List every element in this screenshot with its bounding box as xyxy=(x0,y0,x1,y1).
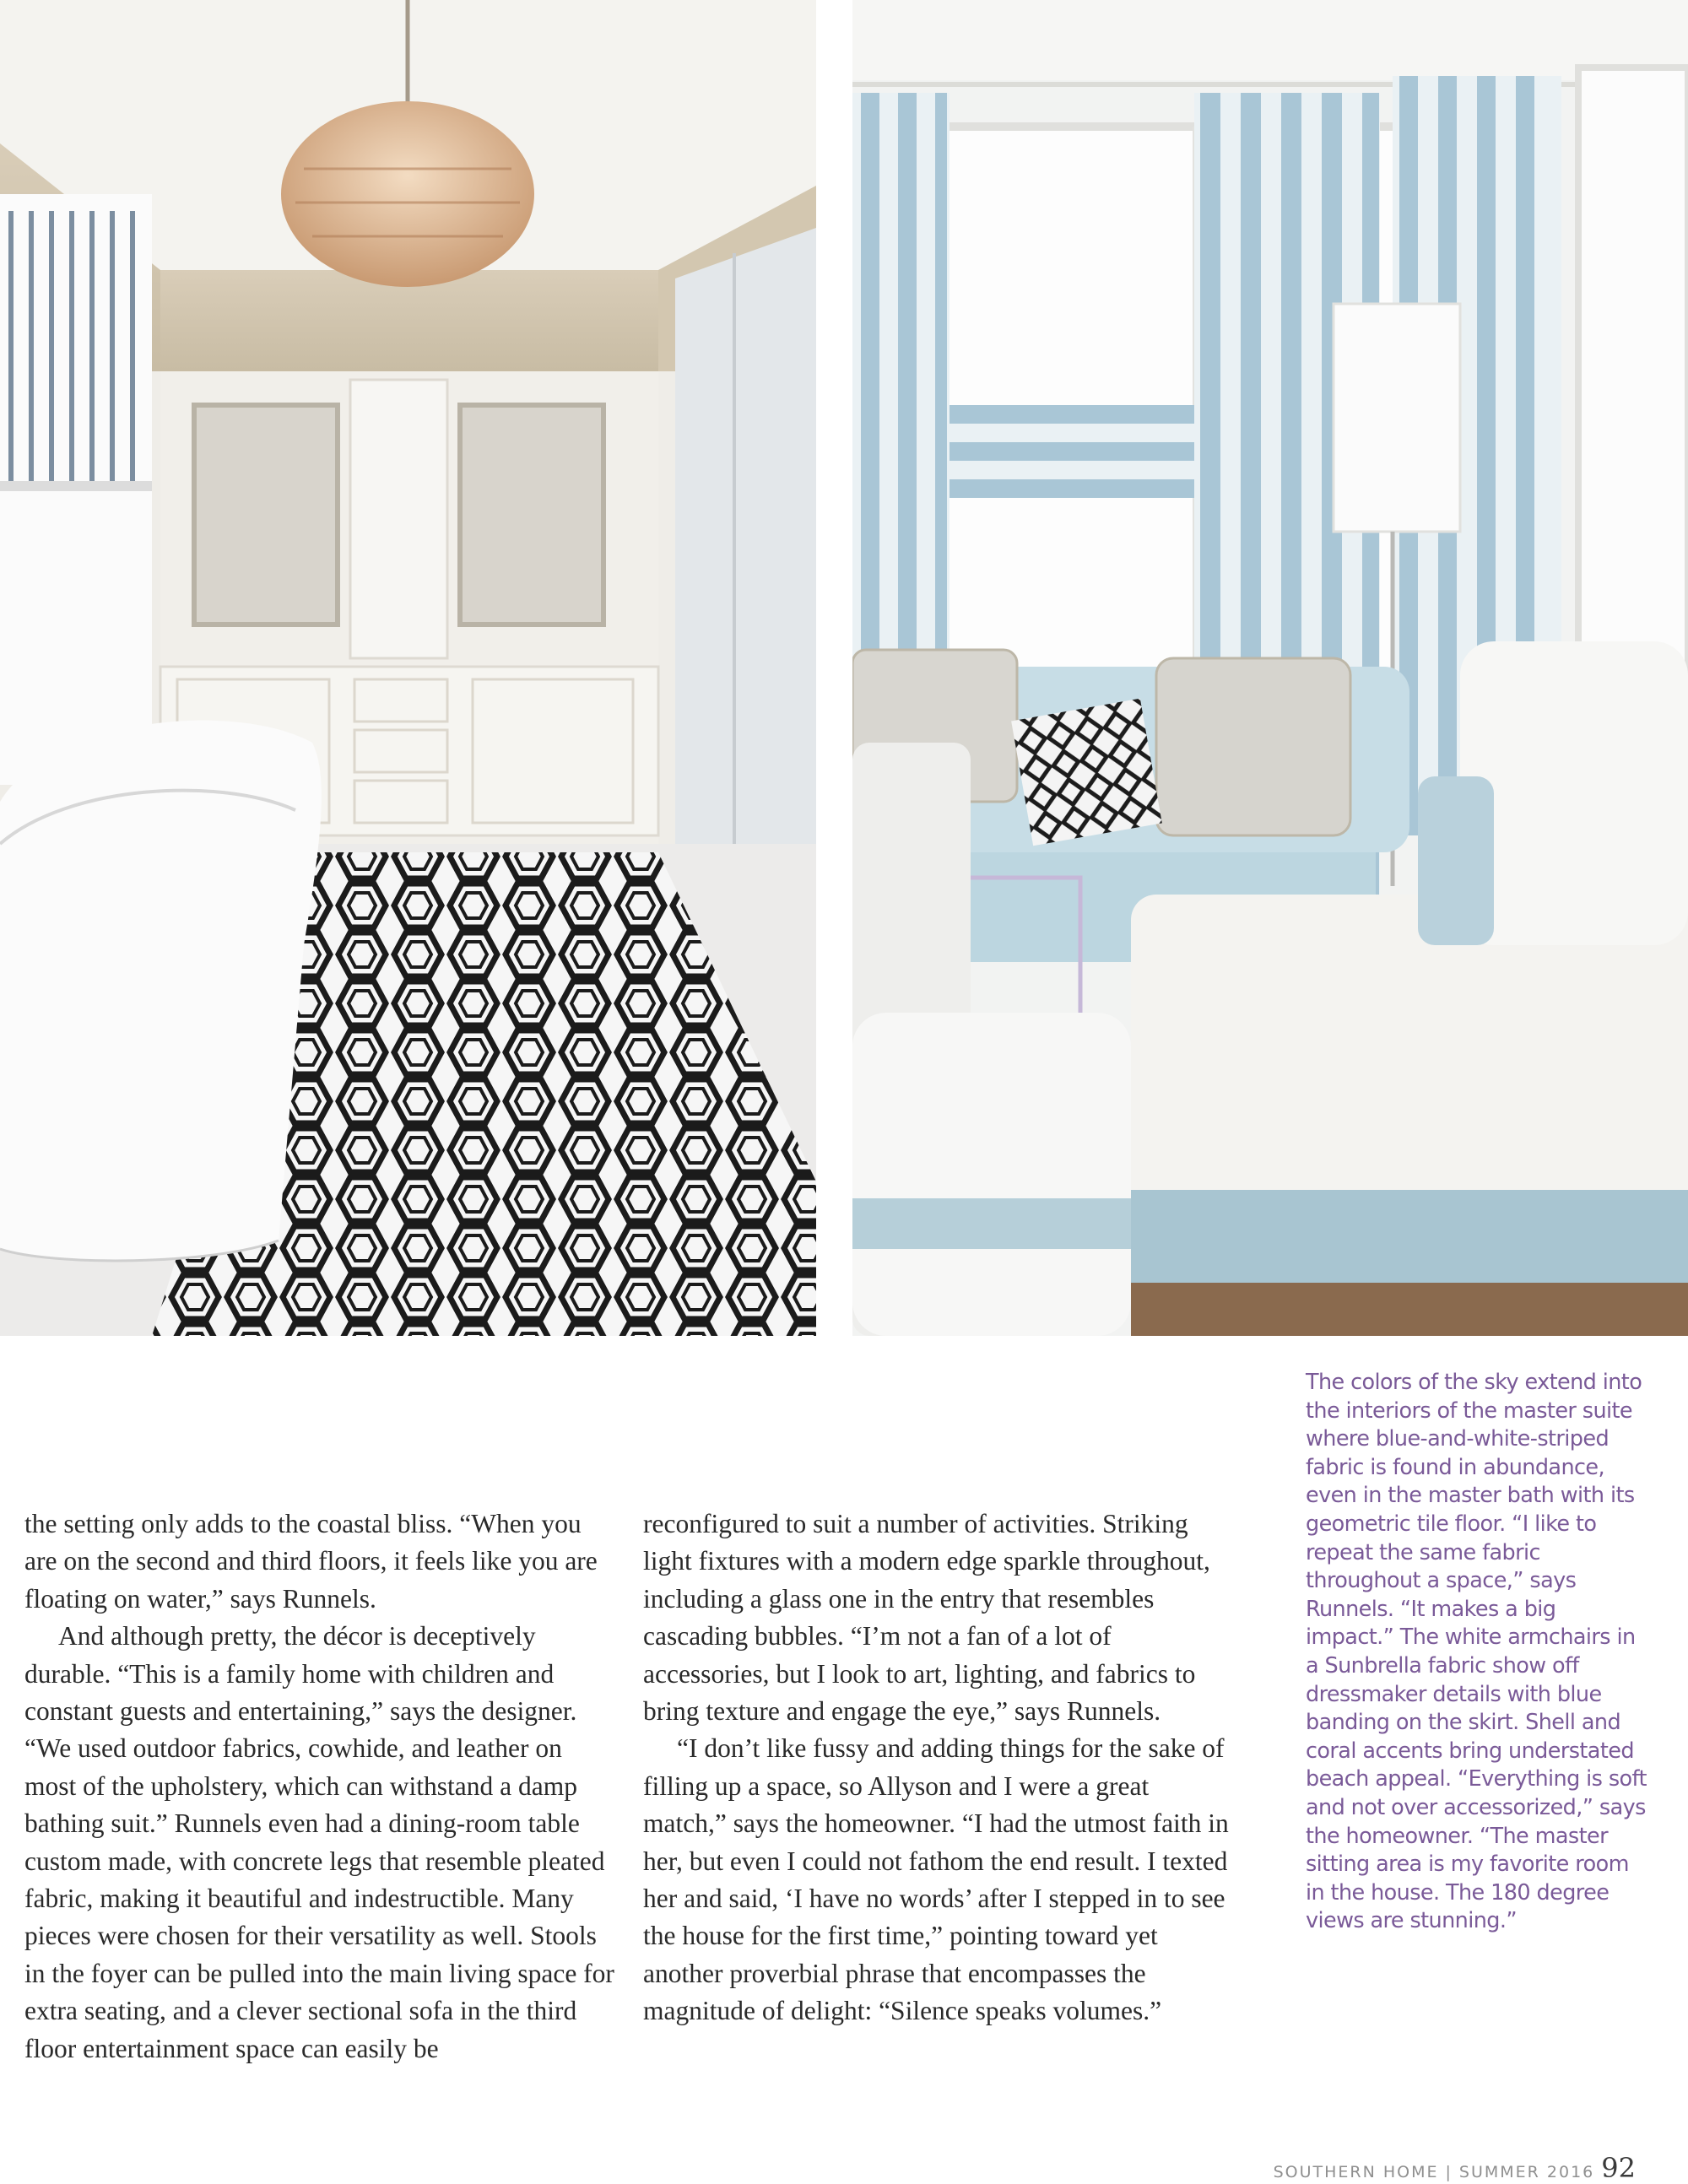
article-column-2 xyxy=(643,1506,1234,2030)
article-paragraph: reconfigured to suit a number of activities. Striking light fixtures with a modern edge sparkle throughout, including a glass one in the entry that resembles cascading bubbles. “I’m not a fan of a lot of accessories, but I look to art, lighting, and fabrics to bring texture and engage the eye,” says Runnels. xyxy=(643,1509,1210,1727)
page-footer xyxy=(1274,2152,1636,2184)
article-paragraph: the setting only adds to the coastal bliss. “When you are on the second and third floors, it feels like you are floating on water,” says Runnels. xyxy=(24,1509,598,1614)
publication-name: SOUTHERN HOME xyxy=(1273,2163,1439,2181)
article-column-1 xyxy=(24,1506,615,2068)
article-paragraph: And although pretty, the décor is deceptively durable. “This is a family home with children and constant guests and entertaining,” says the designer. “We used outdoor fabrics, cowhide, and leather on most of the upholstery, which can withstand a damp bathing suit.” Runnels even had a dining-room table custom made, with concrete legs that resemble pleated fabric, making it beautiful and indestructible. Many pieces were chosen for their versatility as well. Stools in the foyer can be pulled into the main living space for extra seating, and a clever sectional sofa in the third floor entertainment space can easily be xyxy=(24,1621,614,2063)
article-paragraph: “I don’t like fussy and adding things for the sake of filling up a space, so Allyson and I were a great match,” says the homeowner. “I had the utmost faith in her, but even I could not fathom the end result. I texted her and said, ‘I have no words’ after I stepped in to see the house for the first time,” pointing toward yet another proverbial phrase that encompasses the magnitude of delight: “Silence speaks volumes.” xyxy=(643,1733,1229,2026)
master-bath-photo xyxy=(0,0,816,1336)
master-sitting-area-photo xyxy=(852,0,1688,1336)
issue-date: SUMMER 2016 xyxy=(1458,2163,1595,2181)
photo-caption: The colors of the sky extend into the interiors of the master suite where blue-and-white-striped fabric is found in abundance, even in the master bath with its geometric tile floor. “I like to repeat the same fabric throughout a space,” says Runnels. “It makes a big impact.” The white armchairs in a Sunbrella fabric show off dressmaker details with blue banding on the skirt. Shell and coral accents bring understated beach appeal. “Everything is soft and not over accessorized,” says the homeowner. “The master sitting area is my favorite room in the house. The 180 degree views are stunning.” xyxy=(1306,1370,1647,1934)
footer-separator: | xyxy=(1445,2163,1453,2181)
page-number: 92 xyxy=(1601,2152,1636,2184)
